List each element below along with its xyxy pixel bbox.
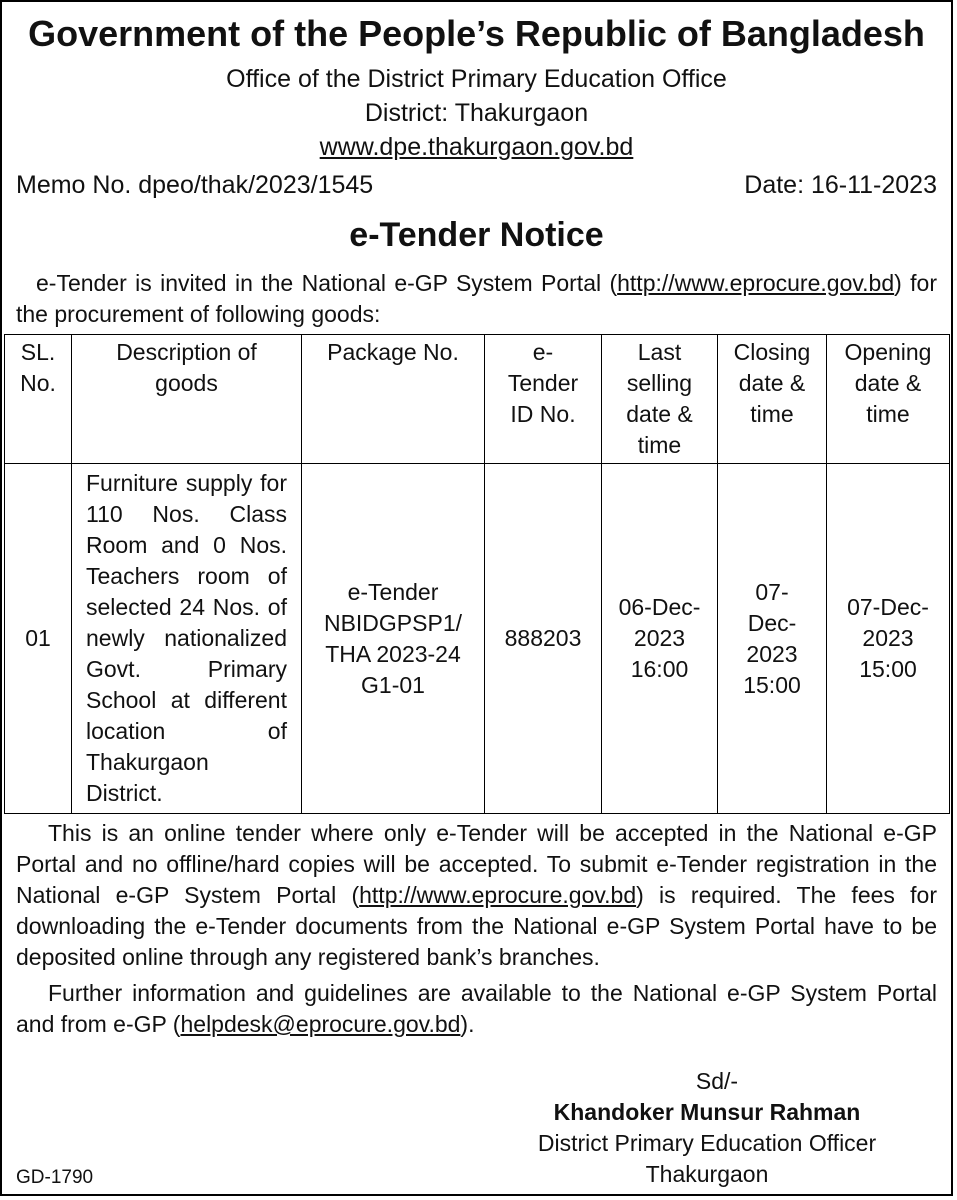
tender-table xyxy=(4,334,950,814)
intro-text-before: e-Tender is invited in the National e-GP System Portal ( xyxy=(36,270,618,296)
header-tender-id: e- Tender ID No. xyxy=(485,335,602,464)
header-last-selling: Last selling date & time xyxy=(602,335,718,464)
office-name: Office of the District Primary Education Office xyxy=(226,65,727,93)
cell-description: Furniture supply for 110 Nos. Class Room and 0 Nos. Teachers room of selected 24 Nos. of newly nationalized Govt. Primary School at different location of Thakurgaon District. xyxy=(72,464,302,814)
cell-last-selling: 06-Dec- 2023 16:00 xyxy=(602,464,718,814)
signed-mark: Sd/- xyxy=(695,1068,739,1094)
notice-date: Date: 16-11-2023 xyxy=(744,171,937,199)
district-name: District: Thakurgaon xyxy=(364,99,589,127)
office-website-link[interactable]: www.dpe.thakurgaon.gov.bd xyxy=(319,133,634,161)
header-sl-no: SL. No. xyxy=(5,335,72,464)
memo-number: Memo No. dpeo/thak/2023/1545 xyxy=(16,171,374,199)
signatory-place: Thakurgaon xyxy=(645,1161,769,1187)
table-header-row xyxy=(5,335,950,464)
notice-title: e-Tender Notice xyxy=(349,216,604,254)
gd-code: GD-1790 xyxy=(16,1167,94,1188)
signature-block xyxy=(462,1066,952,1190)
cell-tender-id: 888203 xyxy=(485,464,602,814)
header-package-no: Package No. xyxy=(302,335,485,464)
cell-closing: 07- Dec- 2023 15:00 xyxy=(718,464,827,814)
table-row xyxy=(5,464,950,814)
header-description: Description of goods xyxy=(72,335,302,464)
government-title: Government of the People’s Republic of Bangladesh xyxy=(28,13,925,54)
header-closing: Closing date & time xyxy=(718,335,827,464)
cell-sl: 01 xyxy=(5,464,72,814)
intro-text-after: ) for the procurement of following goods: xyxy=(16,270,937,327)
online-tender-paragraph: This is an online tender where only e-Tender will be accepted in the National e-GP Portal and no offline/hard copies will be accepted. To submit e-Tender registration in the National e-GP System Portal (http://www.eprocure.gov.bd) is required. The fees for downloading the e-Tender documents from the National e-GP System Portal have to be deposited online through any registered bank’s branches. xyxy=(16,820,938,970)
signatory-name: Khandoker Munsur Rahman xyxy=(553,1099,861,1125)
further-info-paragraph: Further information and guidelines are available to the National e-GP System Portal and from e-GP (helpdesk@eprocure.gov.bd). xyxy=(16,980,937,1037)
signatory-title: District Primary Education Officer xyxy=(537,1130,877,1156)
cell-package: e-Tender NBIDGPSP1/ THA 2023-24 G1-01 xyxy=(302,464,485,814)
eprocure-link[interactable]: http://www.eprocure.gov.bd xyxy=(617,270,895,296)
intro-paragraph xyxy=(16,268,937,330)
cell-opening: 07-Dec- 2023 15:00 xyxy=(827,464,950,814)
eprocure-link[interactable]: http://www.eprocure.gov.bd xyxy=(359,882,637,908)
header-opening: Opening date & time xyxy=(827,335,950,464)
helpdesk-email-link[interactable]: helpdesk@eprocure.gov.bd xyxy=(180,1011,461,1037)
